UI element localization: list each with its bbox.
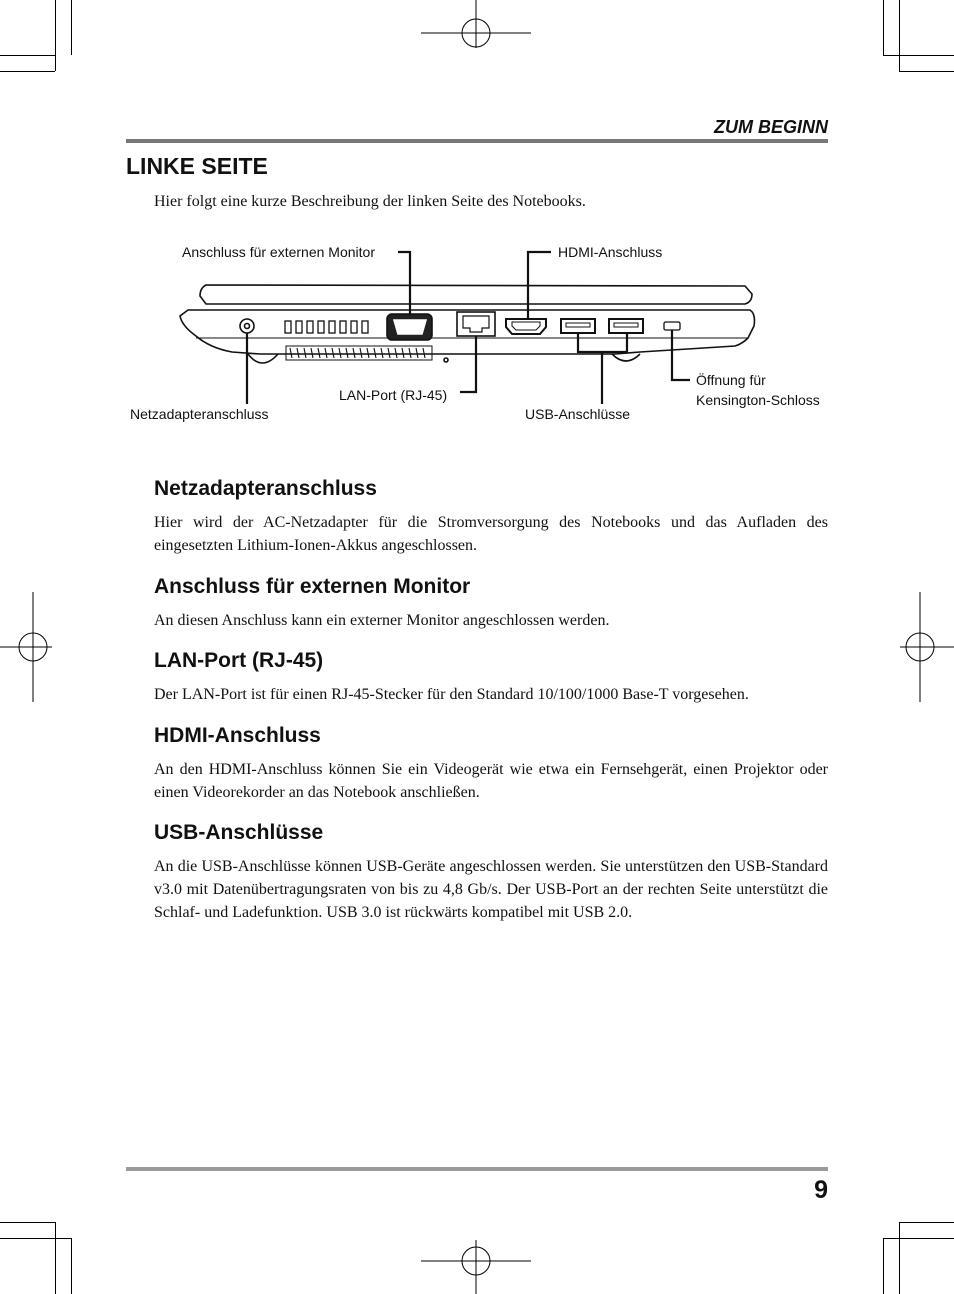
block-heading: Anschluss für externen Monitor — [154, 575, 471, 598]
label-kensington-line2: Kensington-Schloss — [696, 392, 820, 408]
chapter-title: ZUM BEGINN — [714, 117, 828, 137]
notebook-left-side-diagram — [0, 230, 954, 430]
label-kensington-line1: Öffnung für — [696, 372, 766, 388]
block-lan — [154, 648, 828, 706]
block-text: An diesen Anschluss kann ein externer Monitor angeschlossen werden. — [154, 612, 610, 629]
label-usb-ports: USB-Anschlüsse — [525, 406, 631, 422]
label-monitor-port: Anschluss für externen Monitor — [182, 244, 375, 260]
block-text: Hier wird der AC-Netzadapter für die Stromversorgung des Notebooks und das Aufladen des eingesetzten Lithium-Ionen-Akkus angeschlossen. — [154, 514, 828, 554]
block-heading: HDMI-Anschluss — [154, 724, 321, 747]
block-text: An den HDMI-Anschluss können Sie ein Videogerät wie etwa ein Fernsehgerät, einen Projektor oder einen Videorekorder an das Notebook anschließen. — [154, 761, 828, 801]
section-intro: Hier folgt eine kurze Beschreibung der linken Seite des Notebooks. — [154, 193, 586, 210]
label-lan-port: LAN-Port (RJ-45) — [339, 387, 448, 403]
block-heading: LAN-Port (RJ-45) — [154, 649, 324, 672]
footer-rule — [126, 1167, 828, 1171]
block-heading: USB-Anschlüsse — [154, 821, 324, 844]
block-monitor — [154, 574, 828, 632]
block-usb — [154, 820, 828, 924]
label-hdmi-port: HDMI-Anschluss — [558, 244, 663, 260]
page-number: 9 — [814, 1176, 828, 1204]
block-power — [154, 476, 828, 557]
header-rule — [126, 139, 828, 143]
block-text: Der LAN-Port ist für einen RJ-45-Stecker für den Standard 10/100/1000 Base-T vorgesehen. — [154, 686, 749, 703]
block-heading: Netzadapteranschluss — [154, 477, 377, 500]
section-title: LINKE SEITE — [126, 153, 268, 179]
block-hdmi — [154, 723, 828, 804]
block-text: An die USB-Anschlüsse können USB-Geräte angeschlossen werden. Sie unterstützen den USB-Standard v3.0 mit Datenübertragungsraten von bis zu 4,8 Gb/s. Der USB-Port an der rechten Seite unterstützt die Schlaf- und Ladefunktion. USB 3.0 ist rückwärts kompatibel mit USB 2.0. — [154, 858, 828, 921]
label-power-jack: Netzadapteranschluss — [130, 406, 269, 422]
